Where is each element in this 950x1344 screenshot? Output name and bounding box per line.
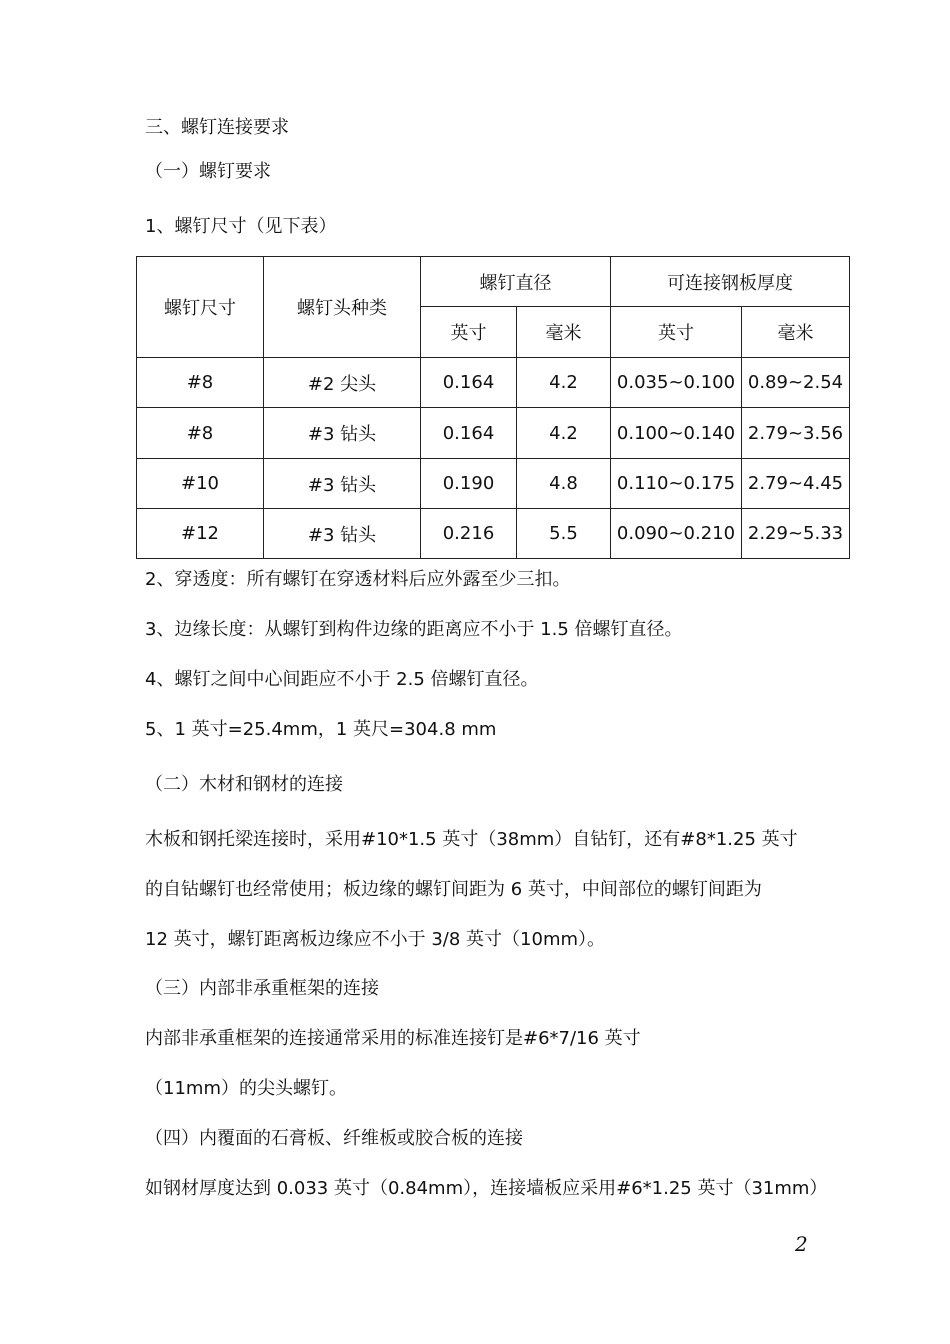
cell-th-mm: 2.79~3.56: [742, 408, 850, 459]
subsection-title: （四）内覆面的石膏板、纤维板或胶合板的连接: [145, 1128, 523, 1149]
cell-dia-mm: 5.5: [517, 509, 611, 559]
paragraph-line: 内部非承重框架的连接通常采用的标准连接钉是#6*7/16 英寸: [145, 1028, 641, 1049]
subsection-title: （三）内部非承重框架的连接: [145, 978, 379, 999]
list-item: 4、螺钉之间中心间距应不小于 2.5 倍螺钉直径。: [145, 669, 539, 690]
header-mm: 毫米: [742, 307, 850, 358]
cell-th-in: 0.110~0.175: [611, 459, 742, 509]
list-item: 3、边缘长度：从螺钉到构件边缘的距离应不小于 1.5 倍螺钉直径。: [145, 619, 683, 640]
cell-size: #10: [137, 459, 264, 509]
list-item: 2、穿透度：所有螺钉在穿透材料后应外露至少三扣。: [145, 569, 571, 590]
header-head-type: 螺钉头种类: [264, 257, 421, 358]
cell-th-mm: 2.29~5.33: [742, 509, 850, 559]
cell-th-mm: 0.89~2.54: [742, 358, 850, 408]
cell-head: #3 钻头: [264, 509, 421, 559]
cell-size: #12: [137, 509, 264, 559]
paragraph-line: 木板和钢托梁连接时，采用#10*1.5 英寸（38mm）自钻钉，还有#8*1.25 英寸: [145, 829, 798, 850]
table-row: [137, 408, 850, 459]
cell-dia-mm: 4.2: [517, 408, 611, 459]
cell-th-in: 0.035~0.100: [611, 358, 742, 408]
paragraph-line: （11mm）的尖头螺钉。: [145, 1078, 347, 1099]
header-inch: 英寸: [611, 307, 742, 358]
page-number: 2: [795, 1232, 808, 1256]
cell-head: #2 尖头: [264, 358, 421, 408]
list-item: 5、1 英寸=25.4mm，1 英尺=304.8 mm: [145, 719, 497, 740]
cell-th-in: 0.100~0.140: [611, 408, 742, 459]
table-row: [137, 459, 850, 509]
cell-head: #3 钻头: [264, 459, 421, 509]
cell-dia-mm: 4.8: [517, 459, 611, 509]
subsection-title: （二）木材和钢材的连接: [145, 774, 343, 795]
header-plate-thickness: 可连接钢板厚度: [611, 257, 850, 307]
screw-spec-table: [136, 256, 850, 559]
cell-th-mm: 2.79~4.45: [742, 459, 850, 509]
header-screw-size: 螺钉尺寸: [137, 257, 264, 358]
cell-dia-in: 0.164: [421, 358, 517, 408]
cell-dia-in: 0.164: [421, 408, 517, 459]
table-row: [137, 509, 850, 559]
cell-head: #3 钻头: [264, 408, 421, 459]
section-title: 三、螺钉连接要求: [145, 117, 289, 138]
cell-dia-mm: 4.2: [517, 358, 611, 408]
cell-dia-in: 0.190: [421, 459, 517, 509]
cell-size: #8: [137, 408, 264, 459]
paragraph-line: 如钢材厚度达到 0.033 英寸（0.84mm），连接墙板应采用#6*1.25 英寸（31mm）: [145, 1178, 828, 1199]
cell-dia-in: 0.216: [421, 509, 517, 559]
subsection-title: （一）螺钉要求: [145, 161, 271, 182]
table-row: [137, 358, 850, 408]
cell-th-in: 0.090~0.210: [611, 509, 742, 559]
header-diameter: 螺钉直径: [421, 257, 611, 307]
header-inch: 英寸: [421, 307, 517, 358]
cell-size: #8: [137, 358, 264, 408]
list-item: 1、螺钉尺寸（见下表）: [145, 216, 337, 237]
paragraph-line: 12 英寸，螺钉距离板边缘应不小于 3/8 英寸（10mm）。: [145, 929, 606, 950]
paragraph-line: 的自钻螺钉也经常使用；板边缘的螺钉间距为 6 英寸，中间部位的螺钉间距为: [145, 879, 762, 900]
header-mm: 毫米: [517, 307, 611, 358]
